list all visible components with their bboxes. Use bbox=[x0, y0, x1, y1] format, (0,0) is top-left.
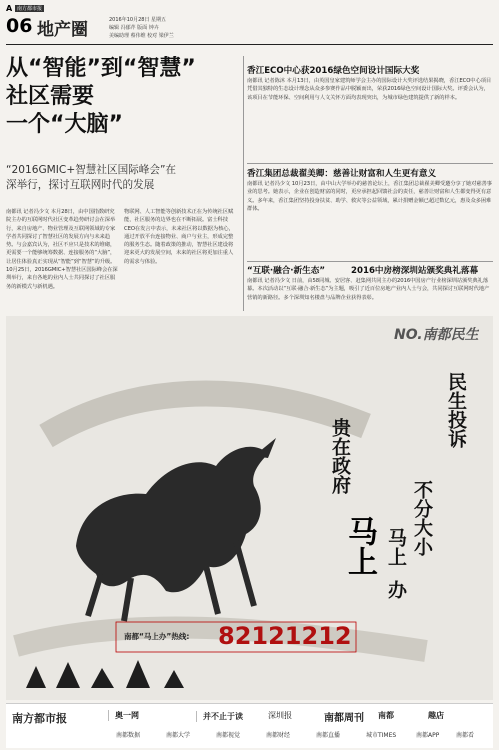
story-zhongfangbang bbox=[247, 264, 493, 312]
footer-logo-4: 南都周刊 bbox=[324, 713, 364, 724]
footer-logo-0: 南方都市报 bbox=[12, 712, 67, 725]
story-xiangjiang-headline: 香江集团总裁翟美卿：慈善让财富和人生更有意义 bbox=[247, 169, 437, 179]
horse-silhouette bbox=[76, 447, 268, 592]
story-zhongfangbang-headline-b: 2016中房榜深圳站颁奖典礼落幕 bbox=[351, 266, 479, 276]
footer-logo-10: 南都财经 bbox=[266, 732, 291, 739]
ad-vertical-right-2: 不分大小 bbox=[411, 480, 433, 556]
footer-logo-1: 奥一网 bbox=[108, 710, 139, 721]
lead-story bbox=[6, 56, 238, 306]
story-xiangjiang-body: 南都讯 记者冯少文 10月23日，由中山大学举办的慈善论坛上，香江集团总裁翟美卿受邀分享了她对慈善事业的思考。她表示，企业在创造财富的同时，更应承担起回馈社会的责任，慈善让财富和人生都变得更有意义。多年来，香江集团坚持投身扶贫、助学、救灾等公益领域，累计捐赠金额已超过数亿元，惠及众多困难群体。 bbox=[247, 181, 492, 212]
ad-vertical-left: 贵在政府 bbox=[329, 418, 351, 494]
footer-logo-strip bbox=[6, 703, 493, 748]
lead-body-col-1: 南都讯 记者冯少文 本月28日，由中国指数研究院主办的互联网时代社区变革趋势研讨会在深举行，来自房地产、物业管理及互联网领域的专家学者共同探讨了智慧社区的发展方向与未来趋势。与会嘉宾认为，社区不应只是技术的堆砌，更需要一个能够统筹数据、连接服务的“大脑”，让居住体验真正实现从“智能”到“智慧”的升级。10月25日，2016GMIC+智慧社区国际峰会在深圳举行，来自各地的业内人士共同探讨了社区服务的新模式与新机遇。 bbox=[6, 209, 118, 290]
story-divider-1 bbox=[247, 163, 493, 164]
section-title: 地产圈 bbox=[37, 20, 88, 40]
lead-subheadline-line-1: “2016GMIC+智慧社区国际峰会”在 bbox=[6, 164, 177, 176]
story-eco-body: 南都讯 记者陈沐 本月13日，由英国皇家建筑师学会主办的国际设计大奖评选结果揭晓，香江ECO中心项目凭借其独特的生态设计理念从众多参赛作品中脱颖而出，荣获2016绿色空间设计国际大奖。评委会认为，该项目在节能环保、空间利用与人文关怀方面均表现突出，为城市绿色建筑提供了新的样本。 bbox=[247, 78, 492, 101]
lead-headline-line-3: 一个“大脑” bbox=[6, 112, 123, 137]
lead-headline-line-2: 社区需要 bbox=[6, 84, 95, 109]
footer-logo-6: 趣店 bbox=[428, 711, 444, 720]
footer-logo-2: 并不止于读 bbox=[196, 711, 243, 722]
page-number: 06 bbox=[6, 15, 33, 37]
footer-logo-7: 南都数据 bbox=[116, 732, 141, 739]
ad-vertical-right-1: 民生投诉 bbox=[445, 372, 467, 448]
staff-line-2: 美编助理 蔡伟维 校对 梁伊兰 bbox=[109, 33, 174, 39]
ad-hotline-label: 南都“马上办”热线: bbox=[124, 632, 190, 641]
staff-line-1: 编辑 冯郁芹 版面 钟卉 bbox=[109, 25, 159, 31]
story-xiangjiang bbox=[247, 167, 493, 259]
ad-vertical-right-3: 马上 bbox=[385, 528, 407, 566]
lead-subheadline-line-2: 深举行，探讨互联网时代的发展 bbox=[6, 179, 155, 191]
edition-letter: A bbox=[6, 4, 13, 13]
lead-body-col-2: 物联网、人工智能等创新技术正在为传统社区赋能，社区服务的边界也在不断拓展。富士科技CEO在发言中表示，未来社区将以数据为核心，通过开放平台连接物业、商户与业主，形成完整的服务生态。随着政策的推动，智慧社区建设将迎来更大的发展空间，未来的社区将更加注重人的需求与体验。 bbox=[124, 209, 234, 265]
story-eco-headline: 香江ECO中心获2016绿色空间设计国际大奖 bbox=[247, 66, 420, 76]
footer-logo-5: 南都 bbox=[378, 711, 394, 720]
ad-vertical-big: 马上 bbox=[342, 516, 377, 576]
ad-hotline-number: 82121212 bbox=[218, 622, 352, 650]
footer-logo-8: 南都大学 bbox=[166, 732, 191, 739]
ad-banner bbox=[6, 316, 493, 700]
column-divider bbox=[243, 56, 244, 311]
footer-logo-3: 深圳报 bbox=[268, 711, 292, 720]
footer-logo-13: 南都APP bbox=[416, 732, 440, 739]
footer-logo-9: 南都视觉 bbox=[216, 732, 241, 739]
footer-logo-12: 城市TIMES bbox=[366, 732, 397, 739]
story-zhongfangbang-body: 南都讯 记者冯少文 日前，由58同城、安居客、赶集网共同主办的2016中国房产行业榜深圳站颁奖典礼落幕。本次活动以“互联·融合·新生态”为主题，吸引了近百位房地产业内人士与会，共同探讨互联网时代地产营销的新路径。多个深圳知名楼盘与品牌企业获得表彰。 bbox=[247, 278, 490, 301]
edition-tag: 南方都市报 bbox=[17, 6, 43, 12]
header-rule bbox=[6, 44, 493, 45]
lead-headline-line-1: 从“智能”到“智慧” bbox=[6, 56, 196, 81]
footer-logo-14: 南都看 bbox=[456, 732, 475, 739]
footer-logo-11: 南都直播 bbox=[316, 732, 341, 739]
story-eco bbox=[247, 64, 493, 160]
date-line: 2016年10月28日 星期五 bbox=[109, 17, 167, 23]
masthead bbox=[6, 4, 493, 42]
story-divider-2 bbox=[247, 261, 493, 262]
ad-vertical-right-4: 办 bbox=[385, 580, 407, 599]
story-zhongfangbang-headline-a: “互联·融合·新生态” bbox=[247, 266, 325, 276]
ad-brand-logo: NO.南都民生 bbox=[394, 327, 479, 343]
